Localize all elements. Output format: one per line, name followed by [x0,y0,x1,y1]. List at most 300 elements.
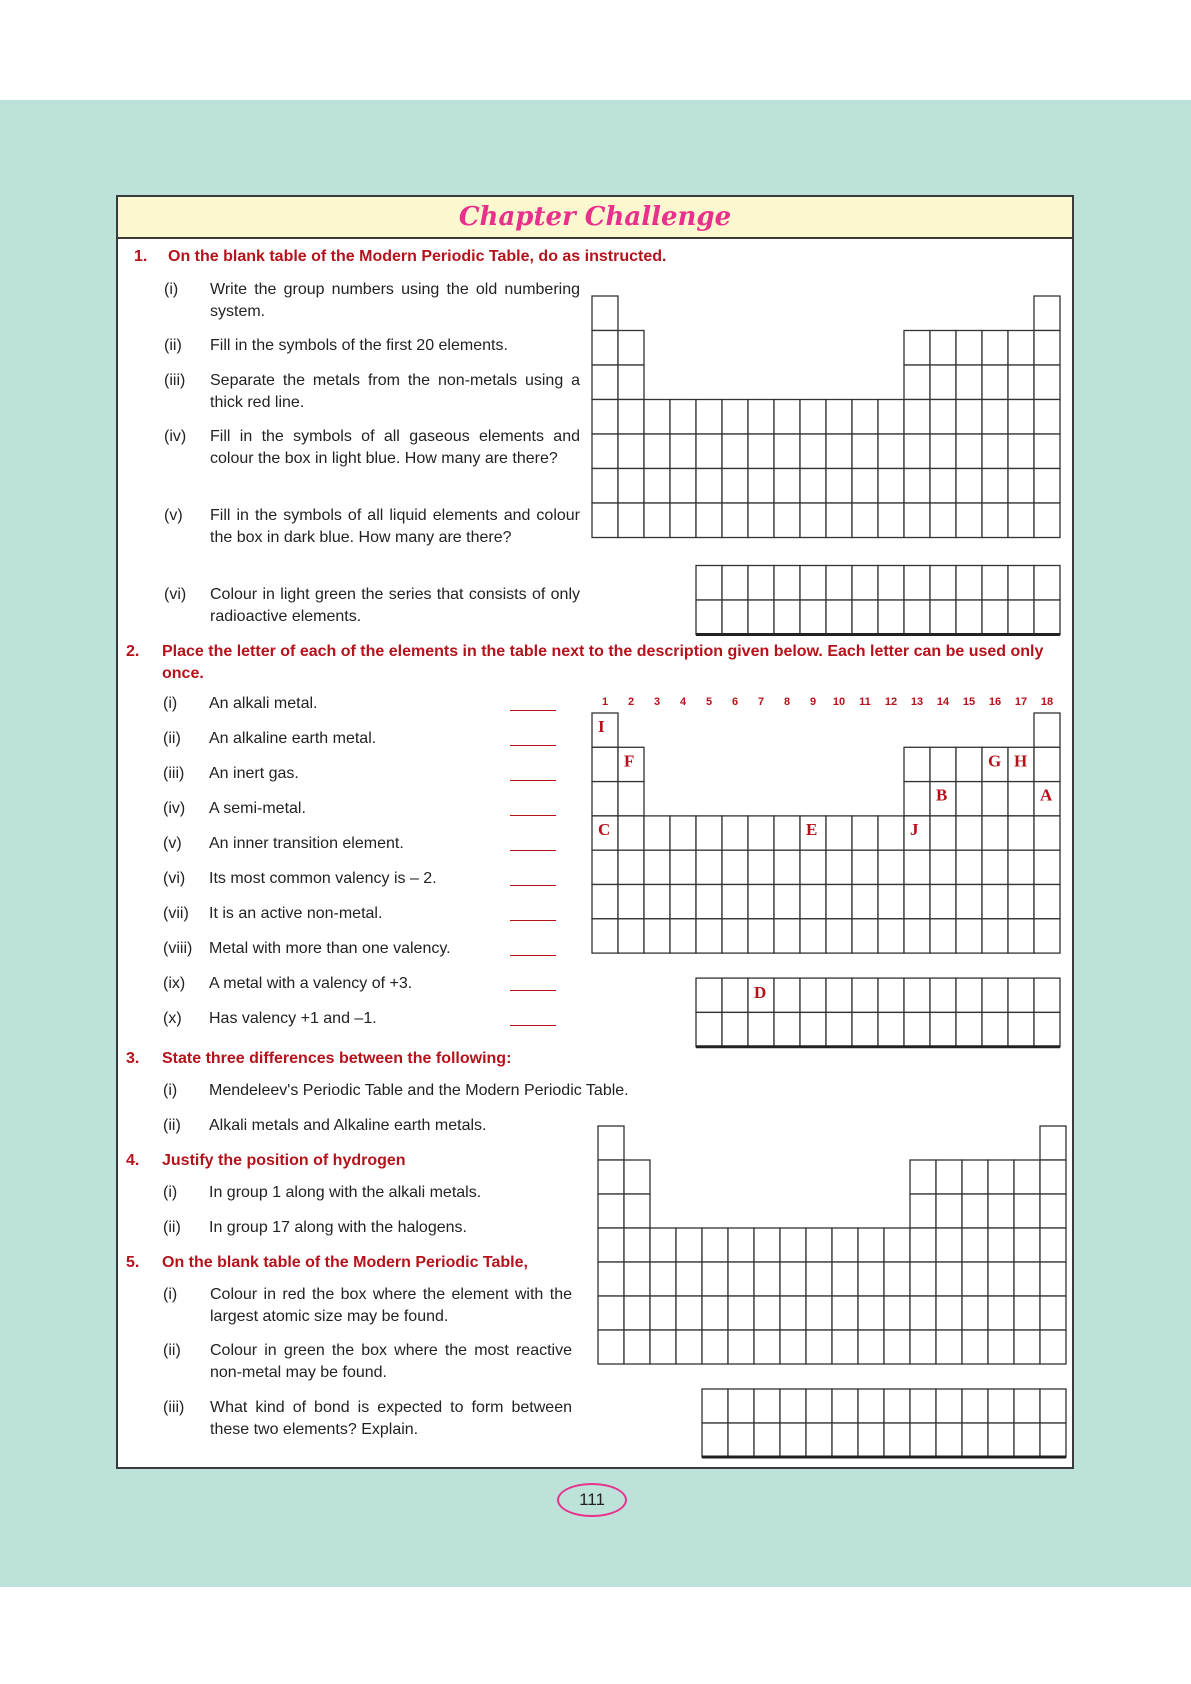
table-cell[interactable] [858,1330,884,1364]
table-cell[interactable] [956,434,982,469]
table-cell[interactable] [1008,331,1034,366]
table-cell[interactable] [1014,1228,1040,1262]
table-cell[interactable] [670,400,696,435]
table-cell[interactable] [1008,885,1034,919]
table-cell[interactable] [962,1296,988,1330]
table-cell[interactable] [826,816,852,850]
f-block-cell[interactable] [1008,978,1034,1012]
table-cell[interactable] [826,885,852,919]
table-cell[interactable] [988,1194,1014,1228]
f-block-cell[interactable] [858,1389,884,1423]
f-block-cell[interactable] [800,600,826,635]
table-cell[interactable] [618,782,644,816]
f-block-cell[interactable] [806,1423,832,1457]
f-block-cell[interactable] [728,1389,754,1423]
table-cell[interactable] [618,469,644,504]
table-cell[interactable] [696,503,722,538]
f-block-cell[interactable] [722,1012,748,1046]
table-cell[interactable] [1008,469,1034,504]
table-cell[interactable] [702,1228,728,1262]
table-cell[interactable] [722,919,748,953]
table-cell[interactable] [624,1228,650,1262]
table-cell[interactable] [774,434,800,469]
f-block-cell[interactable] [800,566,826,601]
table-cell[interactable] [852,503,878,538]
f-block-cell[interactable] [1034,1012,1060,1046]
table-cell[interactable] [702,1262,728,1296]
table-cell[interactable] [826,503,852,538]
table-cell[interactable] [884,1228,910,1262]
table-cell[interactable] [904,434,930,469]
table-cell[interactable] [956,747,982,781]
table-cell[interactable] [644,919,670,953]
table-cell[interactable] [878,919,904,953]
table-cell[interactable] [962,1194,988,1228]
table-cell[interactable] [774,503,800,538]
f-block-cell[interactable] [826,566,852,601]
table-cell[interactable] [1034,850,1060,884]
table-cell[interactable] [702,1296,728,1330]
table-cell[interactable] [670,816,696,850]
table-cell[interactable] [936,1330,962,1364]
table-cell[interactable] [806,1296,832,1330]
table-cell[interactable] [722,503,748,538]
table-cell[interactable] [728,1330,754,1364]
f-block-cell[interactable] [1034,566,1060,601]
table-cell[interactable] [1034,331,1060,366]
table-cell[interactable] [670,850,696,884]
table-cell[interactable] [1034,919,1060,953]
table-cell[interactable] [982,885,1008,919]
f-block-cell[interactable] [1008,566,1034,601]
answer-blank[interactable] [510,710,556,711]
table-cell[interactable] [624,1160,650,1194]
table-cell[interactable] [878,400,904,435]
answer-blank[interactable] [510,780,556,781]
table-cell[interactable] [754,1262,780,1296]
table-cell[interactable] [650,1296,676,1330]
table-cell[interactable] [904,850,930,884]
f-block-cell[interactable] [722,600,748,635]
table-cell[interactable] [956,400,982,435]
table-cell[interactable] [800,400,826,435]
f-block-cell[interactable] [722,566,748,601]
table-cell[interactable] [1008,434,1034,469]
table-cell[interactable] [878,469,904,504]
f-block-cell[interactable] [1008,600,1034,635]
table-cell[interactable] [930,469,956,504]
table-cell[interactable] [884,1330,910,1364]
f-block-cell[interactable] [982,1012,1008,1046]
f-block-cell[interactable] [748,600,774,635]
table-cell[interactable] [910,1160,936,1194]
f-block-cell[interactable] [754,1423,780,1457]
table-cell[interactable] [650,1330,676,1364]
f-block-cell[interactable] [858,1423,884,1457]
f-block-cell[interactable] [878,978,904,1012]
table-cell[interactable] [592,782,618,816]
f-block-cell[interactable] [982,566,1008,601]
f-block-cell[interactable] [962,1423,988,1457]
f-block-cell[interactable] [904,566,930,601]
table-cell[interactable] [962,1330,988,1364]
table-cell[interactable] [592,434,618,469]
table-cell[interactable] [988,1330,1014,1364]
table-cell[interactable] [644,850,670,884]
table-cell[interactable] [904,331,930,366]
f-block-cell[interactable] [774,600,800,635]
f-block-cell[interactable] [1040,1389,1066,1423]
f-block-cell[interactable] [910,1423,936,1457]
table-cell[interactable] [592,503,618,538]
table-cell[interactable] [592,850,618,884]
table-cell[interactable] [728,1296,754,1330]
table-cell[interactable] [858,1296,884,1330]
table-cell[interactable] [930,885,956,919]
table-cell[interactable] [650,1228,676,1262]
answer-blank[interactable] [510,815,556,816]
table-cell[interactable] [832,1262,858,1296]
table-cell[interactable] [1040,1228,1066,1262]
table-cell[interactable] [722,816,748,850]
table-cell[interactable] [930,434,956,469]
table-cell[interactable] [904,782,930,816]
table-cell[interactable] [676,1262,702,1296]
table-cell[interactable] [1040,1160,1066,1194]
table-cell[interactable] [598,1126,624,1160]
table-cell[interactable] [904,365,930,400]
table-cell[interactable] [618,400,644,435]
table-cell[interactable] [722,850,748,884]
table-cell[interactable] [956,365,982,400]
f-block-cell[interactable] [962,1389,988,1423]
table-cell[interactable] [826,469,852,504]
table-cell[interactable] [852,919,878,953]
table-cell[interactable] [982,850,1008,884]
table-cell[interactable] [598,1296,624,1330]
table-cell[interactable] [826,434,852,469]
table-cell[interactable] [1040,1194,1066,1228]
table-cell[interactable] [962,1262,988,1296]
table-cell[interactable] [1014,1296,1040,1330]
f-block-cell[interactable] [956,1012,982,1046]
table-cell[interactable] [982,782,1008,816]
table-cell[interactable] [748,816,774,850]
f-block-cell[interactable] [904,978,930,1012]
f-block-cell[interactable] [904,600,930,635]
f-block-cell[interactable] [1014,1389,1040,1423]
table-cell[interactable] [858,1228,884,1262]
table-cell[interactable] [930,919,956,953]
f-block-cell[interactable] [754,1389,780,1423]
f-block-cell[interactable] [988,1423,1014,1457]
table-cell[interactable] [982,400,1008,435]
table-cell[interactable] [592,469,618,504]
f-block-cell[interactable] [1040,1423,1066,1457]
f-block-cell[interactable] [930,600,956,635]
table-cell[interactable] [982,331,1008,366]
f-block-cell[interactable] [774,978,800,1012]
table-cell[interactable] [598,1194,624,1228]
f-block-cell[interactable] [748,1012,774,1046]
table-cell[interactable] [696,816,722,850]
table-cell[interactable] [598,1330,624,1364]
table-cell[interactable] [826,919,852,953]
table-cell[interactable] [930,747,956,781]
table-cell[interactable] [826,400,852,435]
table-cell[interactable] [754,1296,780,1330]
table-cell[interactable] [988,1228,1014,1262]
table-cell[interactable] [1034,885,1060,919]
table-cell[interactable] [676,1296,702,1330]
table-cell[interactable] [702,1330,728,1364]
table-cell[interactable] [1014,1330,1040,1364]
table-cell[interactable] [988,1262,1014,1296]
blank-periodic-table-2[interactable] [596,1124,1076,1464]
table-cell[interactable] [592,919,618,953]
table-cell[interactable] [1034,365,1060,400]
table-cell[interactable] [748,919,774,953]
table-cell[interactable] [878,850,904,884]
table-cell[interactable] [754,1228,780,1262]
table-cell[interactable] [1040,1262,1066,1296]
table-cell[interactable] [1034,469,1060,504]
answer-blank[interactable] [510,955,556,956]
f-block-cell[interactable] [1034,978,1060,1012]
table-cell[interactable] [910,1228,936,1262]
table-cell[interactable] [624,1296,650,1330]
table-cell[interactable] [696,469,722,504]
table-cell[interactable] [780,1262,806,1296]
table-cell[interactable] [910,1296,936,1330]
table-cell[interactable] [852,434,878,469]
answer-blank[interactable] [510,1025,556,1026]
f-block-cell[interactable] [806,1389,832,1423]
table-cell[interactable] [592,400,618,435]
f-block-cell[interactable] [956,600,982,635]
table-cell[interactable] [962,1160,988,1194]
f-block-cell[interactable] [878,600,904,635]
answer-blank[interactable] [510,745,556,746]
table-cell[interactable] [618,919,644,953]
table-cell[interactable] [644,885,670,919]
table-cell[interactable] [780,1296,806,1330]
table-cell[interactable] [1034,296,1060,331]
table-cell[interactable] [624,1330,650,1364]
table-cell[interactable] [956,816,982,850]
table-cell[interactable] [780,1330,806,1364]
table-cell[interactable] [806,1228,832,1262]
table-cell[interactable] [1008,850,1034,884]
table-cell[interactable] [936,1194,962,1228]
f-block-cell[interactable] [982,600,1008,635]
f-block-cell[interactable] [852,600,878,635]
f-block-cell[interactable] [800,1012,826,1046]
table-cell[interactable] [1008,782,1034,816]
table-cell[interactable] [956,503,982,538]
table-cell[interactable] [676,1330,702,1364]
table-cell[interactable] [910,1262,936,1296]
table-cell[interactable] [722,400,748,435]
f-block-cell[interactable] [832,1389,858,1423]
table-cell[interactable] [644,434,670,469]
f-block-cell[interactable] [852,1012,878,1046]
f-block-cell[interactable] [702,1423,728,1457]
table-cell[interactable] [956,919,982,953]
f-block-cell[interactable] [774,1012,800,1046]
table-cell[interactable] [930,331,956,366]
table-cell[interactable] [1034,747,1060,781]
table-cell[interactable] [832,1228,858,1262]
table-cell[interactable] [962,1228,988,1262]
f-block-cell[interactable] [956,566,982,601]
table-cell[interactable] [624,1194,650,1228]
f-block-cell[interactable] [832,1423,858,1457]
f-block-cell[interactable] [930,566,956,601]
table-cell[interactable] [936,1262,962,1296]
f-block-cell[interactable] [774,566,800,601]
f-block-cell[interactable] [904,1012,930,1046]
f-block-cell[interactable] [930,1012,956,1046]
table-cell[interactable] [832,1330,858,1364]
f-block-cell[interactable] [982,978,1008,1012]
f-block-cell[interactable] [696,566,722,601]
table-cell[interactable] [982,434,1008,469]
table-cell[interactable] [774,919,800,953]
f-block-cell[interactable] [852,978,878,1012]
table-cell[interactable] [644,503,670,538]
table-cell[interactable] [800,469,826,504]
f-block-cell[interactable] [722,978,748,1012]
table-cell[interactable] [748,503,774,538]
table-cell[interactable] [1008,919,1034,953]
table-cell[interactable] [982,816,1008,850]
table-cell[interactable] [670,434,696,469]
table-cell[interactable] [884,1262,910,1296]
table-cell[interactable] [592,331,618,366]
table-cell[interactable] [800,503,826,538]
answer-blank[interactable] [510,920,556,921]
table-cell[interactable] [1008,503,1034,538]
table-cell[interactable] [1040,1296,1066,1330]
table-cell[interactable] [696,885,722,919]
f-block-cell[interactable] [956,978,982,1012]
table-cell[interactable] [826,850,852,884]
f-block-cell[interactable] [930,978,956,1012]
table-cell[interactable] [904,469,930,504]
table-cell[interactable] [1040,1330,1066,1364]
table-cell[interactable] [592,365,618,400]
table-cell[interactable] [832,1296,858,1330]
table-cell[interactable] [956,331,982,366]
table-cell[interactable] [904,400,930,435]
f-block-cell[interactable] [1014,1423,1040,1457]
table-cell[interactable] [878,816,904,850]
table-cell[interactable] [800,850,826,884]
f-block-cell[interactable] [1008,1012,1034,1046]
table-cell[interactable] [728,1228,754,1262]
table-cell[interactable] [800,919,826,953]
table-cell[interactable] [618,434,644,469]
f-block-cell[interactable] [936,1423,962,1457]
table-cell[interactable] [988,1296,1014,1330]
table-cell[interactable] [722,434,748,469]
table-cell[interactable] [800,434,826,469]
f-block-cell[interactable] [696,978,722,1012]
table-cell[interactable] [780,1228,806,1262]
f-block-cell[interactable] [748,566,774,601]
blank-periodic-table-1[interactable] [590,294,1070,634]
table-cell[interactable] [592,296,618,331]
table-cell[interactable] [650,1262,676,1296]
table-cell[interactable] [592,747,618,781]
table-cell[interactable] [988,1160,1014,1194]
table-cell[interactable] [748,885,774,919]
table-cell[interactable] [696,400,722,435]
table-cell[interactable] [696,850,722,884]
f-block-cell[interactable] [884,1389,910,1423]
table-cell[interactable] [722,885,748,919]
table-cell[interactable] [878,885,904,919]
table-cell[interactable] [774,850,800,884]
table-cell[interactable] [904,503,930,538]
table-cell[interactable] [1034,713,1060,747]
table-cell[interactable] [748,850,774,884]
table-cell[interactable] [858,1262,884,1296]
table-cell[interactable] [676,1228,702,1262]
table-cell[interactable] [1034,816,1060,850]
table-cell[interactable] [930,365,956,400]
table-cell[interactable] [670,469,696,504]
table-cell[interactable] [598,1160,624,1194]
table-cell[interactable] [982,919,1008,953]
table-cell[interactable] [670,503,696,538]
table-cell[interactable] [800,885,826,919]
table-cell[interactable] [748,434,774,469]
table-cell[interactable] [670,919,696,953]
table-cell[interactable] [1008,400,1034,435]
table-cell[interactable] [774,816,800,850]
table-cell[interactable] [1014,1194,1040,1228]
table-cell[interactable] [592,713,618,747]
table-cell[interactable] [598,1228,624,1262]
table-cell[interactable] [774,469,800,504]
table-cell[interactable] [852,400,878,435]
table-cell[interactable] [696,919,722,953]
table-cell[interactable] [930,400,956,435]
table-cell[interactable] [930,816,956,850]
table-cell[interactable] [904,747,930,781]
table-cell[interactable] [852,816,878,850]
answer-blank[interactable] [510,990,556,991]
table-cell[interactable] [1034,400,1060,435]
f-block-cell[interactable] [696,600,722,635]
f-block-cell[interactable] [884,1423,910,1457]
answer-blank[interactable] [510,850,556,851]
table-cell[interactable] [774,885,800,919]
table-cell[interactable] [878,434,904,469]
table-cell[interactable] [852,885,878,919]
table-cell[interactable] [852,850,878,884]
table-cell[interactable] [1034,503,1060,538]
f-block-cell[interactable] [696,1012,722,1046]
table-cell[interactable] [618,503,644,538]
table-cell[interactable] [774,400,800,435]
table-cell[interactable] [878,503,904,538]
lettered-periodic-table[interactable] [590,695,1070,1050]
table-cell[interactable] [904,885,930,919]
table-cell[interactable] [1014,1262,1040,1296]
